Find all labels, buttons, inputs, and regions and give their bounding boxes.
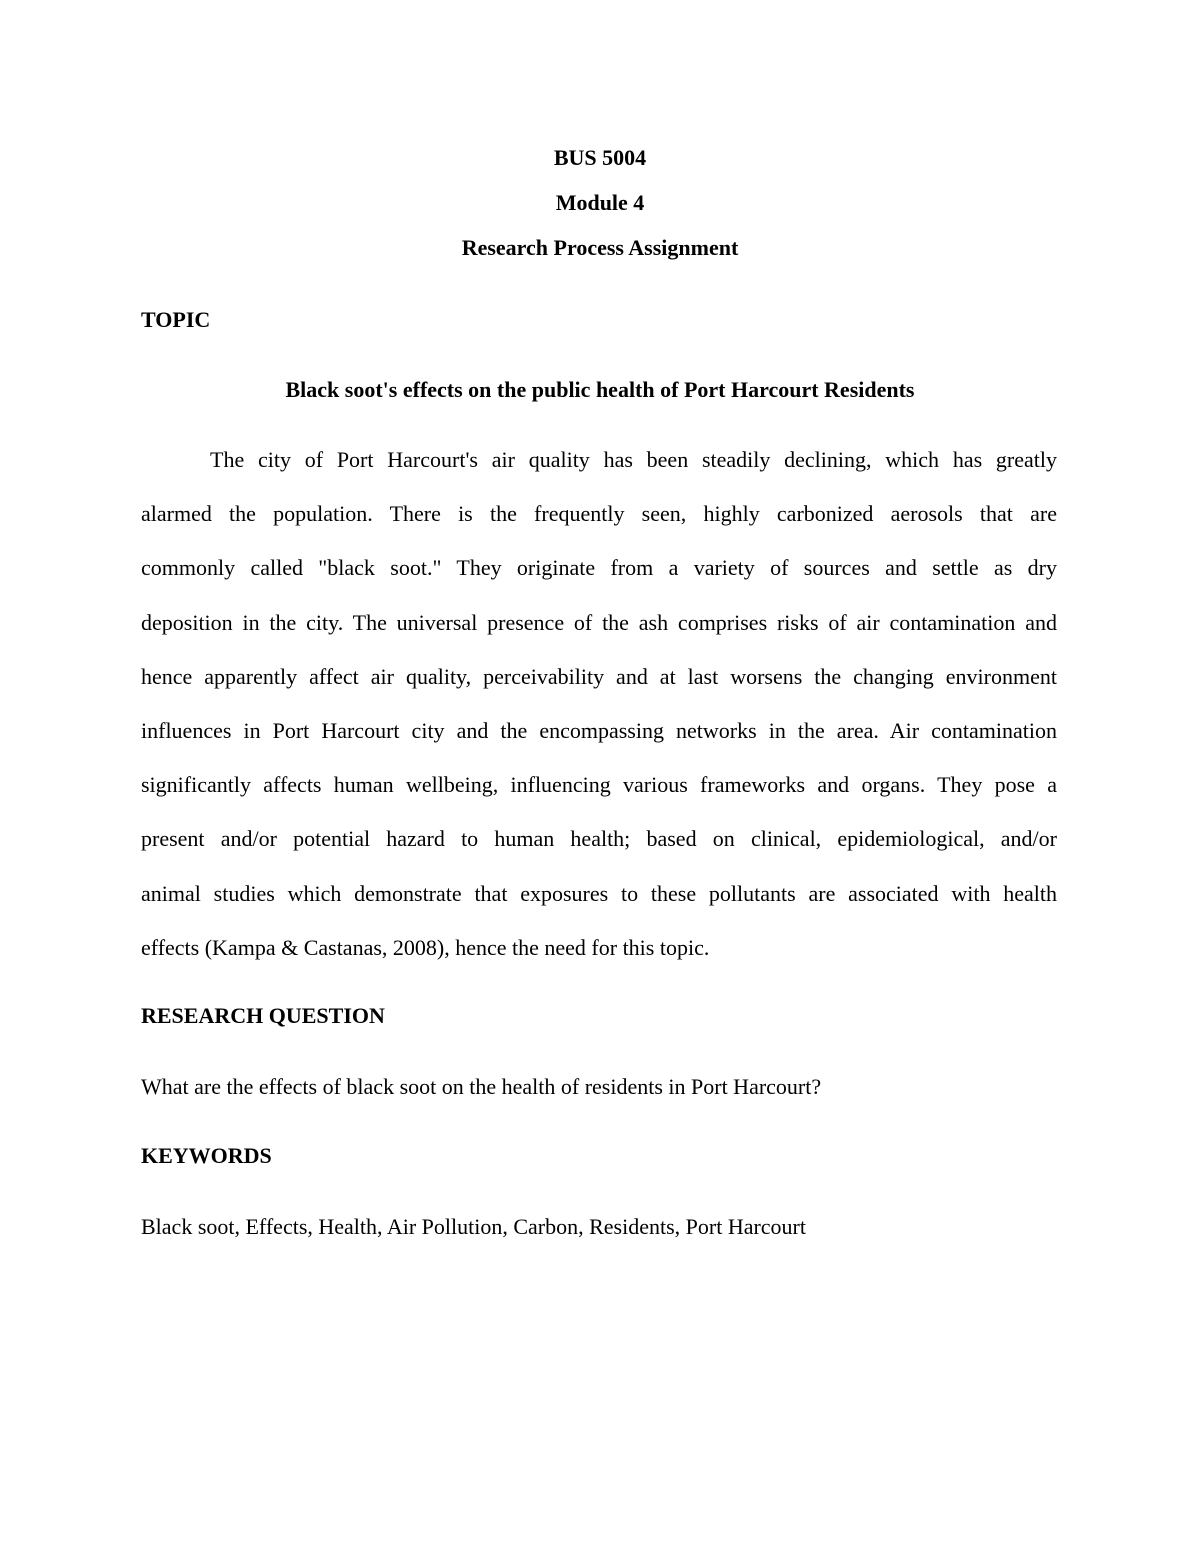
paragraph-line: animal studies which demonstrate that exposures to these pollutants are associated with health <box>141 880 1057 906</box>
topic-paragraph <box>141 437 1057 979</box>
keywords-text: Black soot, Effects, Health, Air Pollution, Carbon, Residents, Port Harcourt <box>141 1214 806 1239</box>
topic-heading: TOPIC <box>141 307 211 332</box>
paragraph-line: alarmed the population. There is the frequently seen, highly carbonized aerosols that are <box>141 501 1057 527</box>
course-code: BUS 5004 <box>553 145 647 170</box>
paragraph-line: significantly affects human wellbeing, influencing various frameworks and organs. They pose a <box>141 772 1057 798</box>
research-question-text: What are the effects of black soot on the health of residents in Port Harcourt? <box>141 1074 822 1099</box>
paragraph-line: hence apparently affect air quality, perceivability and at last worsens the changing environment <box>141 663 1057 689</box>
paragraph-line: influences in Port Harcourt city and the encompassing networks in the area. Air contamination <box>141 717 1057 743</box>
paragraph-line: The city of Port Harcourt's air quality has been steadily declining, which has greatly <box>210 447 1057 472</box>
research-question-heading: RESEARCH QUESTION <box>141 1003 385 1028</box>
module-title: Module 4 <box>555 190 645 215</box>
paragraph-line: commonly called "black soot." They originate from a variety of sources and settle as dry <box>141 555 1057 581</box>
paragraph-line: present and/or potential hazard to human health; based on clinical, epidemiological, and/or <box>141 826 1057 852</box>
paragraph-line: deposition in the city. The universal presence of the ash comprises risks of air contamination and <box>141 609 1057 635</box>
paragraph-line: effects (Kampa & Castanas, 2008), hence the need for this topic. <box>141 934 710 960</box>
topic-title: Black soot's effects on the public health of Port Harcourt Residents <box>285 377 915 402</box>
assignment-title: Research Process Assignment <box>461 235 739 260</box>
keywords-heading: KEYWORDS <box>141 1143 272 1168</box>
